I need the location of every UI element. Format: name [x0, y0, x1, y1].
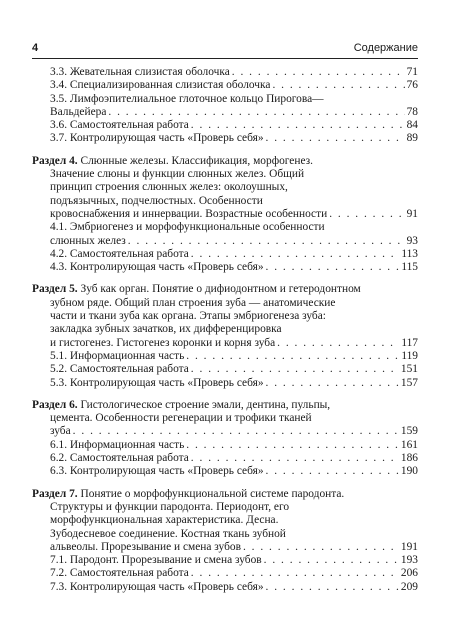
table-of-contents [32, 66, 418, 603]
section-heading-last: альвеолы. Прорезывание и смена зубов . . . 191 [32, 541, 418, 554]
toc-entry-4-1: слюнных желез . . . 93 [32, 235, 418, 248]
entry-label: 3.7. Контролирующая часть «Проверь себя» [50, 132, 264, 145]
section-label: Раздел 4. [32, 154, 78, 167]
entry-page: 190 [400, 465, 418, 478]
section-3-items [32, 66, 418, 146]
running-title: Содержание [353, 42, 418, 54]
section-5: Раздел 5. Зуб как орган. Понятие о дифиодонтном и гетеродонтном зубном ряде. Общий план строения зуба — анатомические части и ткани зуба как органа. Этапы эмбриогенеза зуба: закладка зубных зачатков, их дифференцировка и гистогенез. Гистогенез коронки и корня зуба . . . 117 5.1. Информационная часть . . . 119 5.2. Самостоятельная работа . . . 151 5.3. Контролирующая часть «Проверь себя» . . . 157 [32, 283, 418, 389]
toc-entry-3-5-line1: 3.5. Лимфоэпителиальное глоточное кольцо Пирогова— [50, 92, 324, 105]
entry-page: 191 [400, 540, 418, 553]
section-label: Раздел 5. [32, 283, 78, 296]
toc-entry-5-1: 5.1. Информационная часть . . . 119 [32, 350, 418, 363]
toc-entry-6-2: 6.2. Самостоятельная работа . . . 186 [32, 452, 418, 465]
section-heading: Раздел 6. Гистологическое строение эмали, дентина, пульпы, [32, 398, 331, 411]
entry-page: 113 [401, 247, 418, 260]
toc-entry-6-3: 6.3. Контролирующая часть «Проверь себя» . . . 190 [32, 465, 418, 478]
entry-page: 157 [400, 376, 418, 389]
section-heading: Раздел 7. Понятие о морфофункциональной системе пародонта. [32, 487, 345, 500]
entry-page: 119 [401, 349, 418, 362]
toc-entry-5-2: 5.2. Самостоятельная работа . . . 151 [32, 363, 418, 376]
entry-page: 161 [400, 438, 418, 451]
entry-page: 115 [401, 261, 418, 274]
entry-page: 151 [400, 363, 418, 376]
entry-label: 3.4. Специализированная слизистая оболочка [50, 79, 271, 92]
toc-entry-3-7 [32, 132, 418, 145]
toc-entry-4-1-line1: 4.1. Эмбриогенез и морфофункциональные особенности [50, 221, 325, 234]
section-4: Раздел 4. Слюнные железы. Классификация, морфогенез. Значение слюны и функции слюнных желез. Общий принцип строения слюнных желез: околоушных, подъязычных, подчелюстных. Особенности кровоснабжения и иннервации. Возрастные особенности . . . 91 4.1. Эмбриогенез и морфофункциональные особенности слюнных желез . . . 93 4.2. Самостоятельная работа . . . 113 4.3. Контролирующая часть «Проверь себя» . . . 115 [32, 155, 418, 275]
entry-page: 186 [400, 452, 418, 465]
entry-label: 3.6. Самостоятельная работа [50, 119, 189, 132]
toc-entry-7-2: 7.2. Самостоятельная работа . . . 206 [32, 567, 418, 580]
entry-page: 193 [400, 554, 418, 567]
toc-entry-3-4 [32, 79, 418, 92]
section-7: Раздел 7. Понятие о морфофункциональной системе пародонта. Структуры и функции пародонта. Периодонт, его морфофункциональная характеристика. Десна. Зубодесневое соединение. Костная ткань зубной альвеолы. Прорезывание и смена зубов . . . 191 7.1. Пародонт. Прорезывание и смена зубов . . . 193 7.2. Самостоятельная работа . . . 206 7.3. Контролирующая часть «Проверь себя» . . . 209 [32, 488, 418, 594]
toc-entry-3-3 [32, 66, 418, 79]
entry-page: 84 [406, 119, 418, 132]
toc-entry-5-3: 5.3. Контролирующая часть «Проверь себя» . . . 157 [32, 377, 418, 390]
entry-page: 206 [400, 567, 418, 580]
toc-entry-7-3: 7.3. Контролирующая часть «Проверь себя» . . . 209 [32, 581, 418, 594]
section-heading: Раздел 4. Слюнные железы. Классификация, морфогенез. [32, 154, 313, 167]
entry-page: 76 [406, 79, 418, 92]
toc-entry-3-6 [32, 119, 418, 132]
entry-label: 3.3. Жевательная слизистая оболочка [50, 66, 230, 78]
entry-page: 159 [400, 425, 418, 438]
toc-entry-6-1: 6.1. Информационная часть . . . 161 [32, 439, 418, 452]
entry-page: 89 [406, 132, 418, 145]
toc-entry-4-2: 4.2. Самостоятельная работа . . . 113 [32, 248, 418, 261]
section-heading-last: и гистогенез. Гистогенез коронки и корня зуба . . . 117 [32, 337, 418, 350]
entry-page: 91 [406, 207, 418, 220]
entry-page: 78 [406, 105, 418, 118]
section-label: Раздел 7. [32, 487, 78, 500]
entry-page: 209 [400, 580, 418, 593]
entry-page: 93 [406, 234, 418, 247]
section-heading-last: зуба . . . 159 [32, 425, 418, 438]
entry-page: 117 [401, 336, 418, 349]
section-6: Раздел 6. Гистологическое строение эмали, дентина, пульпы, цемента. Особенности регенерации и трофики тканей зуба . . . 159 6.1. Информационная часть . . . 161 6.2. Самостоятельная работа . . . 186 6.3. Контролирующая часть «Проверь себя» . . . 190 [32, 399, 418, 479]
running-header [32, 40, 418, 59]
entry-label: Вальдейера [50, 105, 107, 118]
section-heading: Раздел 5. Зуб как орган. Понятие о дифиодонтном и гетеродонтном [32, 283, 361, 296]
entry-page: 71 [406, 66, 418, 78]
section-label: Раздел 6. [32, 398, 78, 411]
page-number: 4 [32, 42, 39, 54]
toc-entry-4-3: 4.3. Контролирующая часть «Проверь себя» . . . 115 [32, 261, 418, 274]
toc-entry-7-1: 7.1. Пародонт. Прорезывание и смена зубов . . . 193 [32, 554, 418, 567]
section-heading-last: кровоснабжения и иннервации. Возрастные особенности . . . 91 [32, 208, 418, 221]
toc-entry-3-5 [32, 106, 418, 119]
